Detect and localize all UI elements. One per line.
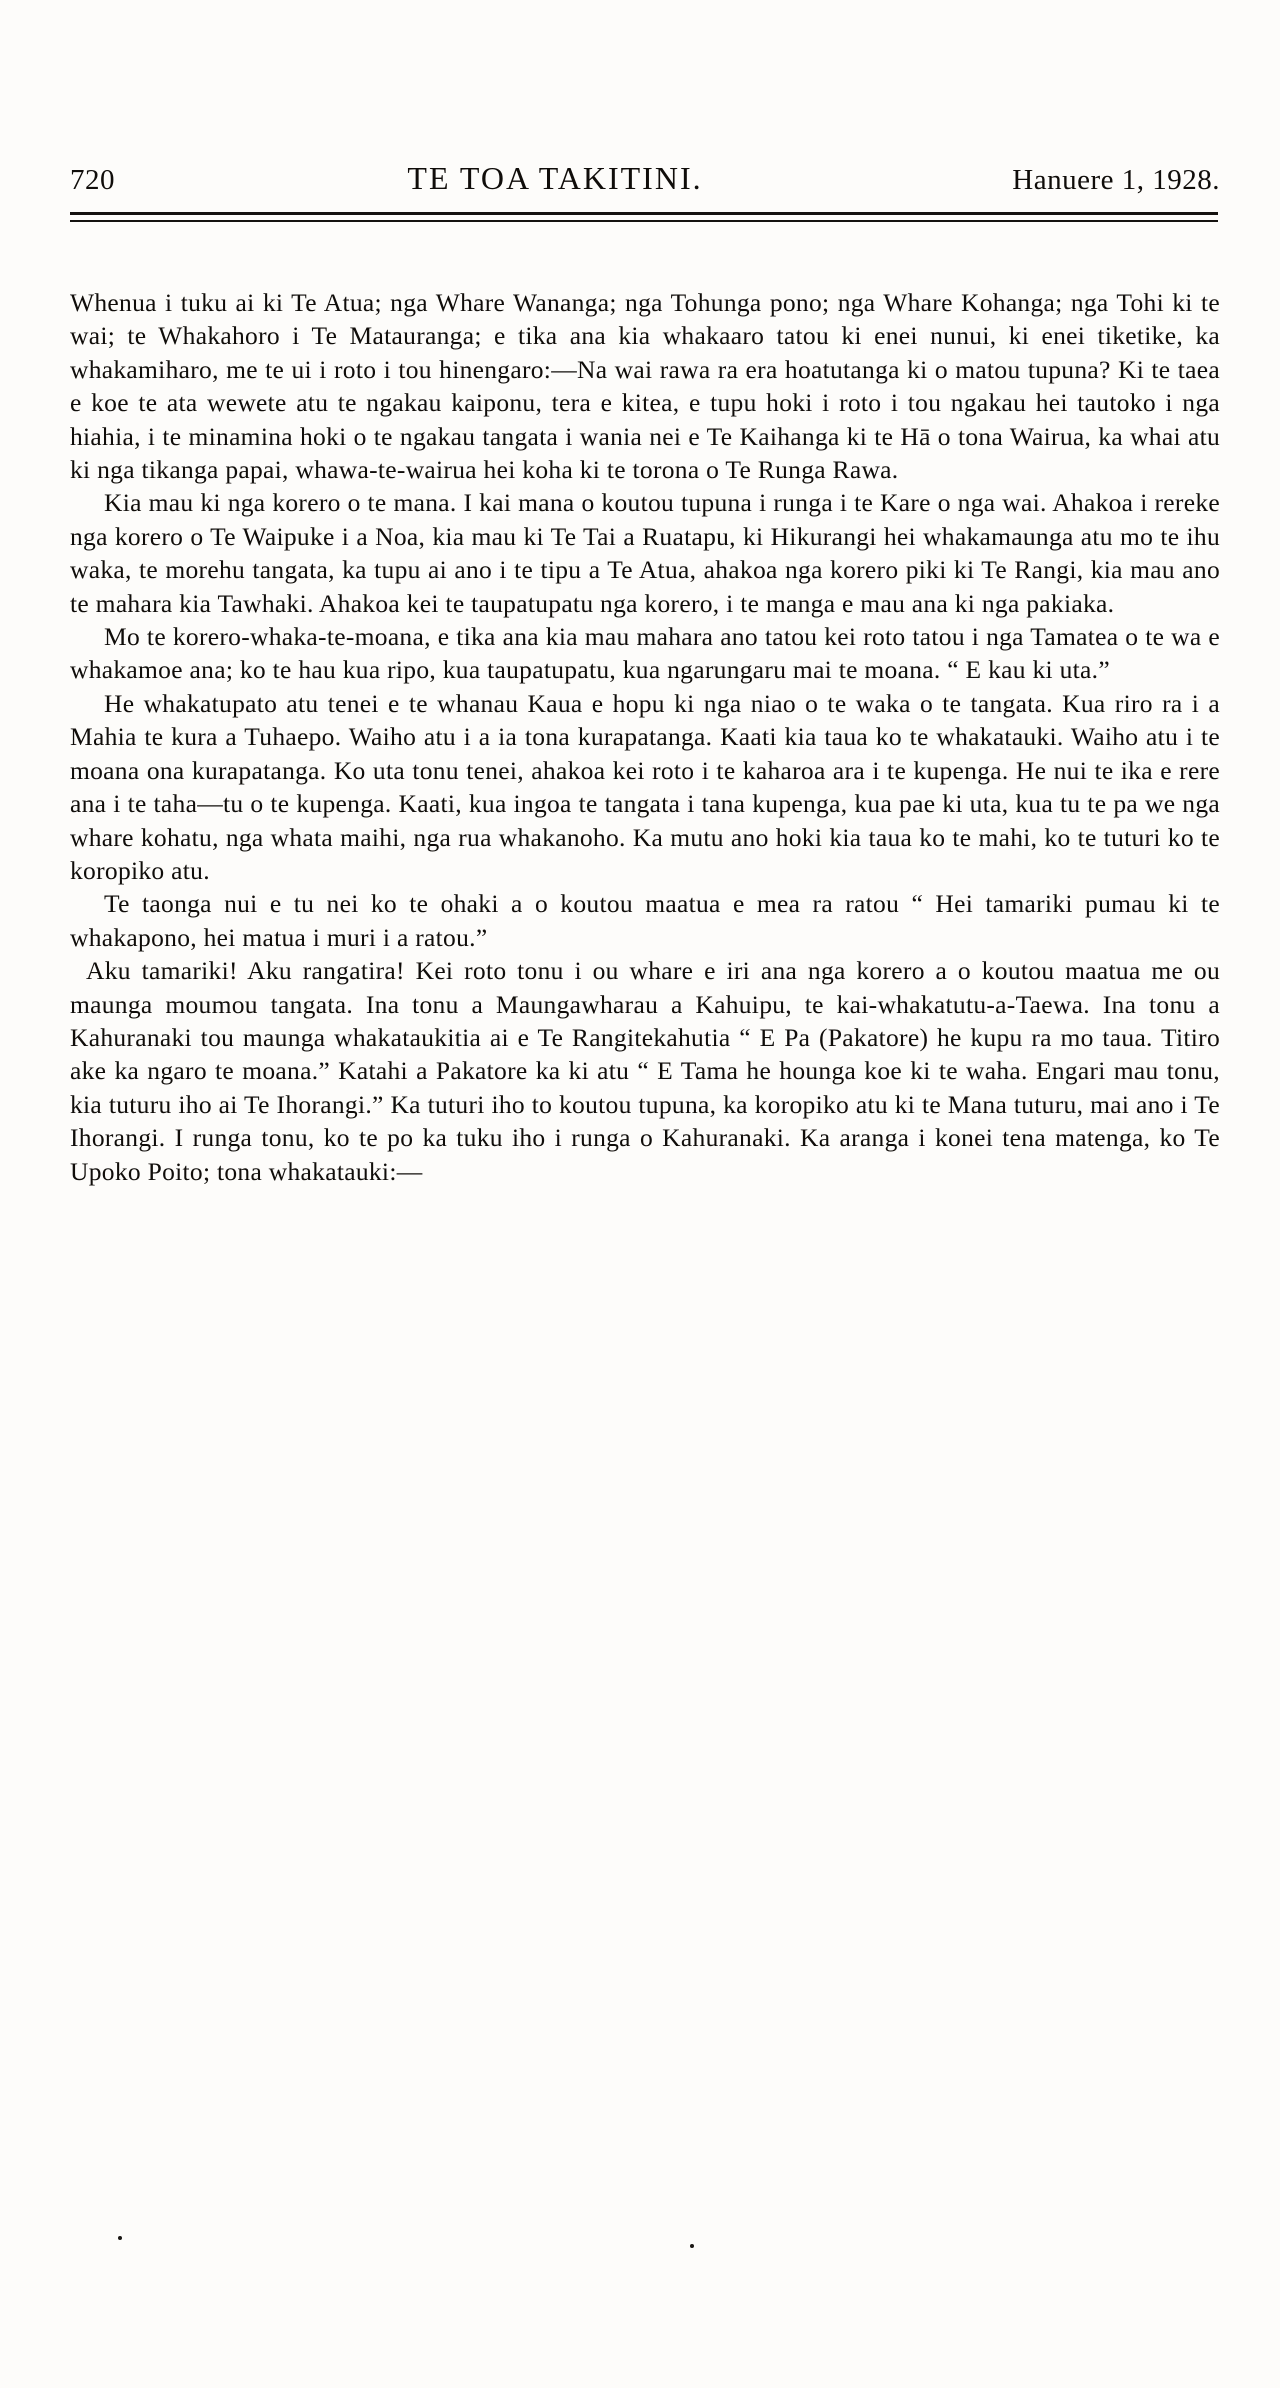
- paragraph: Mo te korero-whaka-te-moana, e tika ana kia mau mahara ano tatou kei roto tatou i nga Tamatea o te wa e whakamoe ana; ko te hau kua ripo, kua taupatupatu, kua ngarungaru mai te moana. “ E kau ki uta.”: [70, 622, 1220, 685]
- paragraph: Whenua i tuku ai ki Te Atua; nga Whare Wananga; nga Tohunga pono; nga Whare Kohanga; nga Tohi ki te wai; te Whakahoro i Te Matauranga; e tika ana kia whakaaro tatou ki enei nunui, ki enei tiketike, ka whakamiharo, me te ui i roto i tou hinengaro:—Na wai rawa ra era hoatutanga ki o matou tupuna? Ki te taea e koe te ata wewete atu te ngakau kaiponu, tera e kitea, e tupu hoki i roto i tou ngakau hei tautoko i nga hiahia, i te minamina hoki o te ngakau tangata i wania nei e Te Kaihanga ki te Hā o tona Wairua, ka whai atu ki nga tikanga papai, whawa-te-wairua hei koha ki te torona o Te Runga Rawa.: [70, 288, 1220, 485]
- issue-date: Hanuere 1, 1928.: [1012, 164, 1220, 196]
- paragraph: Aku tamariki! Aku rangatira! Kei roto tonu i ou whare e iri ana nga korero a o koutou maatua me ou maunga moumou tangata. Ina tonu a Maungawharau a Kahuipu, te kai-whakatutu-a-Taewa. Ina tonu a Kahuranaki tou maunga whakataukitia ai e Te Rangitekahutia “ E Pa (Pakatore) he kupu ra mo taua. Titiro ake ka ngaro te moana.” Katahi a Pakatore ka ki atu “ E Tama he hounga koe ki te waha. Engari mau tonu, kia tuturu iho ai Te Ihorangi.” Ka tuturi iho to koutou tupuna, ka koropiko atu ki te Mana tuturu, mai ano i Te Ihorangi. I runga tonu, ko te po ka tuku iho i runga o Kahuranaki. Ka aranga i konei tena matenga, ko Te Upoko Poito; tona whakatauki:—: [70, 956, 1220, 1186]
- paragraph: He whakatupato atu tenei e te whanau Kaua e hopu ki nga niao o te waka o te tangata. Kua riro ra i a Mahia te kura a Tuhaepo. Waiho atu i a ia tona kurapatanga. Kaati kia taua ko te whakatauki. Waiho atu i te moana ona kurapatanga. Ko uta tonu tenei, ahakoa kei roto i te kaharoa ara i te kupenga. He nui te ika e rere ana i te taha—tu o te kupenga. Kaati, kua ingoa te tangata i tana kupenga, kua pae ki uta, kua tu te pa we nga whare kohatu, nga whata maihi, nga rua whakanoho. Ka mutu ano hoki kia taua ko te mahi, ko te tuturi ko te koropiko atu.: [70, 688, 1220, 885]
- footer-mark-secondary: [690, 2244, 694, 2248]
- page-header: [70, 160, 1220, 197]
- header-rule: [70, 212, 1218, 222]
- article-body: [70, 286, 1220, 1188]
- page-number: 720: [70, 164, 115, 196]
- journal-title: TE TOA TAKITINI.: [407, 160, 703, 196]
- paragraph: Te taonga nui e tu nei ko te ohaki a o koutou maatua e mea ra ratou “ Hei tamariki pumau ki te whakapono, hei matua i muri i a ratou.”: [70, 889, 1220, 952]
- footer-mark: [118, 2236, 122, 2240]
- paragraph: Kia mau ki nga korero o te mana. I kai mana o koutou tupuna i runga i te Kare o nga wai. Ahakoa i rereke nga korero o Te Waipuke i a Noa, kia mau ki Te Tai a Ruatapu, ki Hikurangi hei whakamaunga atu mo te ihu waka, te morehu tangata, ka tupu ai ano i te tipu a Te Atua, ahakoa nga korero piki ki Te Rangi, kia mau ano te mahara kia Tawhaki. Ahakoa kei te taupatupatu nga korero, i te manga e mau ana ki nga pakiaka.: [70, 488, 1220, 618]
